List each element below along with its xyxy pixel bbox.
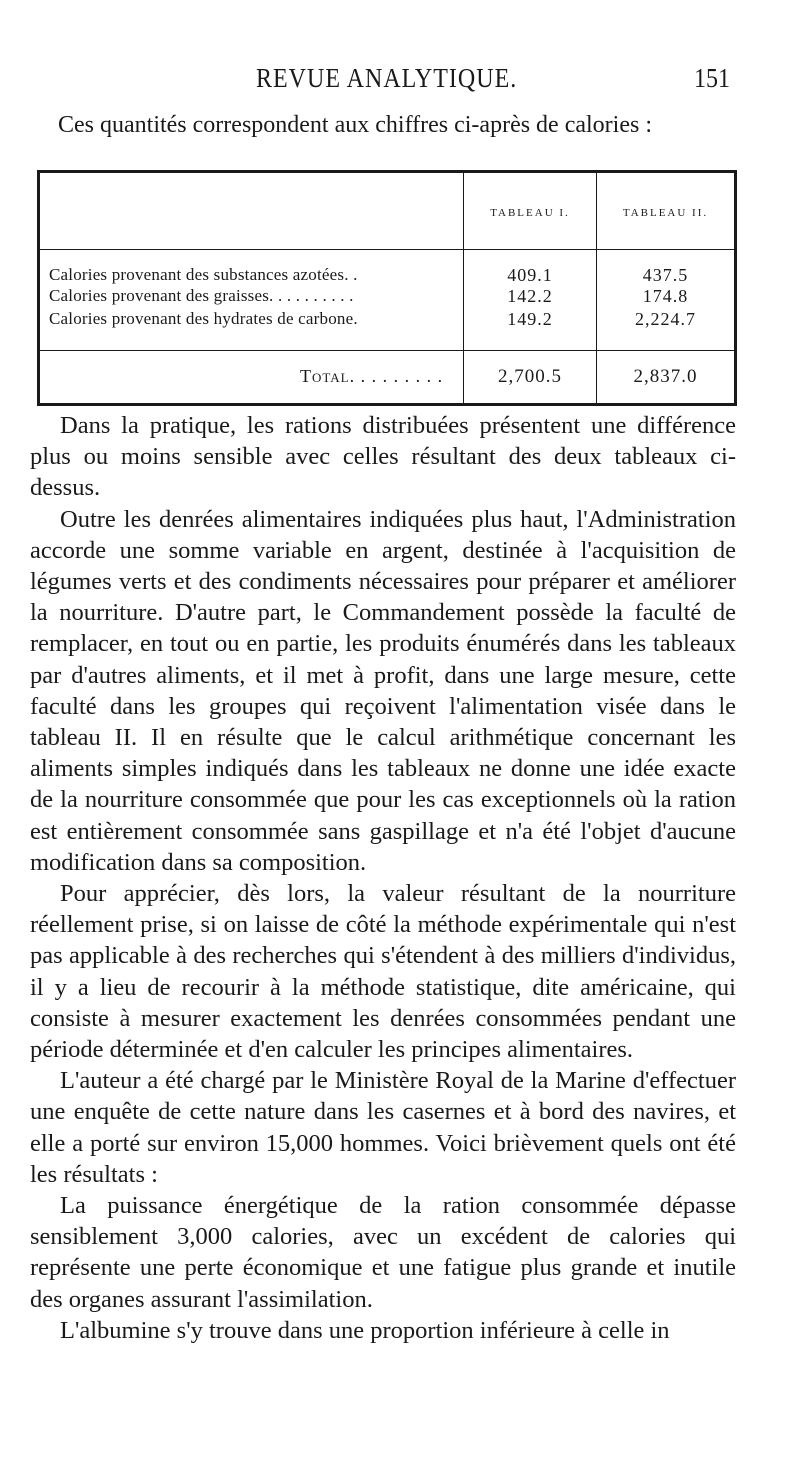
total-tableau-1: 2,700.5: [498, 366, 562, 387]
total-tableau-2: 2,837.0: [633, 366, 698, 387]
paragraph: L'auteur a été chargé par le Ministère Royal de la Marine d'effectuer une enquête de cette nature dans les casernes et à bord des navires, et elle a porté sur environ 15,000 hommes. Voici brièvement quels ont été les résultats :: [30, 1067, 736, 1188]
paragraph: L'albumine s'y trouve dans une proportion inférieure à celle in: [60, 1316, 670, 1344]
calories-table: [37, 170, 737, 406]
table-total-rule: [40, 350, 734, 351]
total-label: Total. . . . . . . . .: [300, 366, 444, 386]
cell-azotees-tableau-2: 437.5: [642, 265, 689, 285]
column-header-tableau-1: TABLEAU I.: [490, 207, 570, 219]
running-head: REVUE ANALYTIQUE.: [256, 64, 518, 94]
body-text: [30, 410, 736, 1346]
cell-graisses-tableau-1: 142.2: [507, 286, 553, 306]
table-header-rule: [40, 249, 734, 250]
paragraph: Dans la pratique, les rations distribuées présentent une différence plus ou moins sensible avec celles résultant des deux tableaux ci-dessus.: [30, 412, 736, 502]
row-label-azotees: Calories provenant des substances azotées. .: [49, 265, 358, 284]
cell-graisses-tableau-2: 174.8: [642, 286, 689, 306]
paragraph: Pour apprécier, dès lors, la valeur résultant de la nourriture réellement prise, si on laisse de côté la méthode expérimentale qui n'est pas applicable à des recherches qui s'étendent à des milliers d'individus, il y a lieu de recourir à la méthode statistique, dite américaine, qui consiste à mesurer exactement les denrées consommées pendant une période déterminée et d'en calculer les principes alimentaires.: [30, 880, 736, 1064]
page-number: 151: [694, 64, 730, 94]
paragraph: Outre les denrées alimentaires indiquées plus haut, l'Administration accorde une somme variable en argent, destinée à l'acquisition de légumes verts et des condiments nécessaires pour préparer et améliorer la nourriture. D'autre part, le Commandement possède la faculté de remplacer, en tout ou en partie, les produits énumérés dans les tableaux par d'autres aliments, et il met à profit, dans une large mesure, cette faculté dans les groupes qui reçoivent l'alimentation visée dans le tableau II. Il en résulte que le calcul arithmétique concernant les aliments simples indiqués dans les tableaux ne donne une idée exacte de la nourriture consommée que pour les cas exceptionnels où la ration est entièrement consommée sans gaspillage et n'a été l'objet d'aucune modification dans sa composition.: [30, 505, 736, 876]
cell-hydrates-tableau-1: 149.2: [507, 309, 553, 329]
intro-sentence: Ces quantités correspondent aux chiffres ci-après de calories :: [58, 112, 652, 138]
cell-hydrates-tableau-2: 2,224.7: [635, 309, 696, 329]
cell-azotees-tableau-1: 409.1: [507, 265, 553, 285]
row-label-graisses: Calories provenant des graisses. . . . . . . . . .: [49, 286, 354, 305]
row-label-hydrates: Calories provenant des hydrates de carbone.: [49, 309, 358, 328]
column-header-tableau-2: TABLEAU II.: [622, 207, 709, 219]
paragraph: La puissance énergétique de la ration consommée dépasse sensiblement 3,000 calories, avec un excédent de calories qui représente une perte économique et une fatigue plus grande et inutile des organes assurant l'assimilation.: [30, 1192, 736, 1313]
